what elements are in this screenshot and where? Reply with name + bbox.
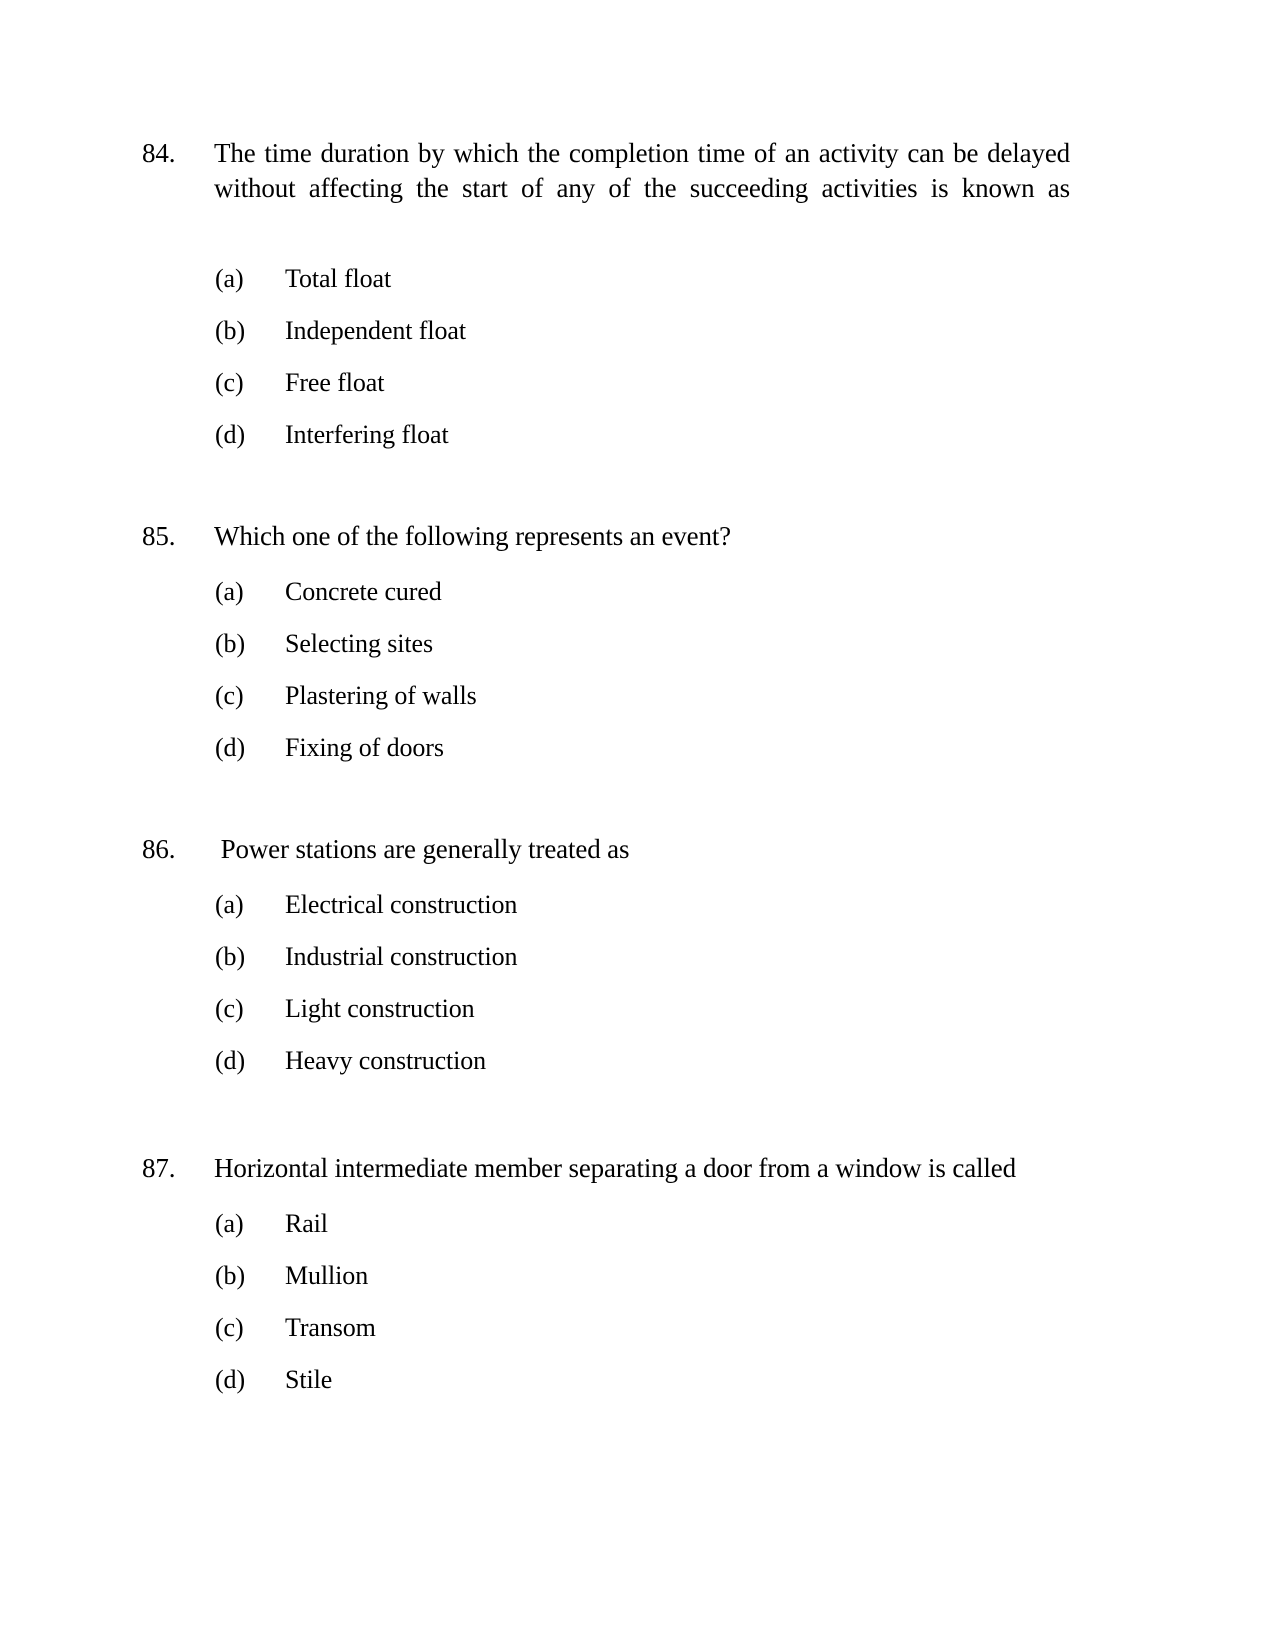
- option-list-87: [142, 1198, 1070, 1406]
- question-text-85: Which one of the following represents an event?: [214, 521, 732, 551]
- question-number-85: 85.: [142, 521, 176, 551]
- option-row[interactable]: [215, 253, 1070, 305]
- option-label-87-b: (b): [215, 1261, 246, 1290]
- option-text-86-c: Light construction: [285, 994, 475, 1023]
- option-row[interactable]: [215, 305, 1070, 357]
- question-block-87: [142, 1151, 1070, 1406]
- option-text-87-d: Stile: [285, 1365, 333, 1394]
- question-text-84: The time duration by which the completion time of an activity can be delayed without affecting the start of any of the succeeding activities is known as: [214, 138, 1077, 203]
- option-label-84-d: (d): [215, 420, 246, 449]
- option-label-85-a: (a): [215, 577, 244, 606]
- question-list: [142, 136, 1077, 1406]
- question-number-84: 84.: [142, 138, 176, 168]
- option-row[interactable]: [215, 670, 1070, 722]
- option-label-85-b: (b): [215, 629, 246, 658]
- option-text-84-d: Interfering float: [285, 420, 449, 449]
- option-label-84-a: (a): [215, 264, 244, 293]
- option-text-84-b: Independent float: [285, 316, 466, 345]
- question-heading-87: [142, 1151, 1070, 1186]
- option-label-86-c: (c): [215, 994, 244, 1023]
- option-row[interactable]: [215, 879, 1070, 931]
- option-list-85: [142, 566, 1070, 774]
- option-text-87-a: Rail: [285, 1209, 328, 1238]
- option-text-87-b: Mullion: [285, 1261, 369, 1290]
- option-text-85-a: Concrete cured: [285, 577, 442, 606]
- option-text-87-c: Transom: [285, 1313, 376, 1342]
- question-block-84: [142, 136, 1077, 461]
- section-spacer: [142, 461, 1070, 519]
- option-row[interactable]: [215, 722, 1070, 774]
- option-list-86: [142, 879, 1070, 1087]
- option-text-85-d: Fixing of doors: [285, 733, 444, 762]
- option-text-86-a: Electrical construction: [285, 890, 518, 919]
- option-label-86-b: (b): [215, 942, 246, 971]
- option-row[interactable]: [215, 1250, 1070, 1302]
- question-block-85: [142, 519, 1070, 774]
- section-spacer: [142, 1087, 1070, 1151]
- question-heading-84: [142, 136, 1077, 241]
- option-text-84-a: Total float: [285, 264, 392, 293]
- option-label-86-d: (d): [215, 1046, 246, 1075]
- option-row[interactable]: [215, 1354, 1070, 1406]
- option-row[interactable]: [215, 409, 1070, 461]
- question-number-87: 87.: [142, 1153, 176, 1183]
- option-label-85-d: (d): [215, 733, 246, 762]
- option-text-86-b: Industrial construction: [285, 942, 518, 971]
- option-text-85-b: Selecting sites: [285, 629, 433, 658]
- question-block-86: [142, 832, 1070, 1087]
- option-row[interactable]: [215, 931, 1070, 983]
- option-row[interactable]: [215, 357, 1070, 409]
- option-label-84-c: (c): [215, 368, 244, 397]
- question-text-86: Power stations are generally treated as: [214, 834, 630, 864]
- option-list-84: [142, 253, 1070, 461]
- option-row[interactable]: [215, 618, 1070, 670]
- option-row[interactable]: [215, 1035, 1070, 1087]
- question-heading-86: [142, 832, 1070, 867]
- section-spacer: [142, 774, 1070, 832]
- option-label-84-b: (b): [215, 316, 246, 345]
- option-label-87-c: (c): [215, 1313, 244, 1342]
- question-text-87: Horizontal intermediate member separating a door from a window is called: [214, 1153, 1016, 1183]
- option-row[interactable]: [215, 983, 1070, 1035]
- option-label-87-d: (d): [215, 1365, 246, 1394]
- option-label-86-a: (a): [215, 890, 244, 919]
- option-row[interactable]: [215, 566, 1070, 618]
- option-row[interactable]: [215, 1302, 1070, 1354]
- option-text-84-c: Free float: [285, 368, 385, 397]
- option-label-87-a: (a): [215, 1209, 244, 1238]
- option-label-85-c: (c): [215, 681, 244, 710]
- option-row[interactable]: [215, 1198, 1070, 1250]
- option-text-86-d: Heavy construction: [285, 1046, 487, 1075]
- question-heading-85: [142, 519, 1070, 554]
- option-text-85-c: Plastering of walls: [285, 681, 477, 710]
- question-number-86: 86.: [142, 834, 176, 864]
